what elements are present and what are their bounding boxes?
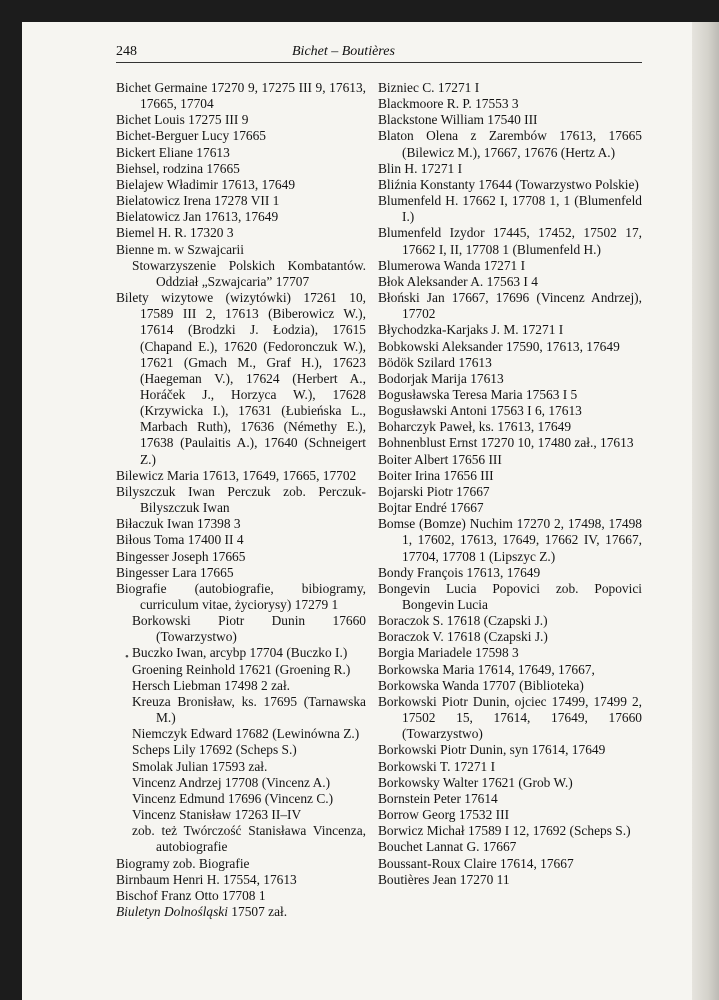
index-entry: Bilety wizytowe (wizytówki) 17261 10, 17589 III 2, 17613 (Biberowicz W.), 17614 (Brodzki J. Łodzia), 17615 (Chapand E.), 17620 (Fedoronczuk W.), 17621 (Gmach M., Graf H.), 17623 (Haegeman V.), 17624 (Herbert A., Horáček J., Horzyca W.), 17628 (Krzywicka I.), 17631 (Łubieńska L., Marbach Ruth), 17636 (Némethy E.), 17638 (Paulaitis A.), 17640 (Schneigert Z.)	[116, 290, 366, 467]
index-entry: Bielatowicz Jan 17613, 17649	[116, 209, 279, 225]
index-subentry: Vincenz Stanisław 17263 II–IV	[132, 807, 302, 823]
index-subentry: Borkowski Piotr Dunin 17660 (Towarzystwo)	[132, 613, 366, 645]
index-entry: Biłous Toma 17400 II 4	[116, 532, 244, 548]
index-entry: Blackmoore R. P. 17553 3	[378, 96, 519, 112]
index-entry: Biogramy zob. Biografie	[116, 855, 250, 871]
index-entry: Boraczok V. 17618 (Czapski J.)	[378, 629, 548, 645]
index-entry: Bickert Eliane 17613	[116, 144, 230, 160]
index-entry: Boutières Jean 17270 11	[378, 871, 510, 887]
index-subentry: Groening Reinhold 17621 (Groening R.)	[132, 661, 351, 677]
index-entry: Borkowska Maria 17614, 17649, 17667,	[378, 661, 595, 677]
index-entry: Błok Aleksander A. 17563 I 4	[378, 273, 538, 289]
index-entry: Bogusławski Antoni 17563 I 6, 17613	[378, 403, 582, 419]
index-entry: Bizniec C. 17271 I	[378, 80, 480, 95]
index-subentry: Hersch Liebman 17498 2 zał.	[132, 677, 291, 693]
index-entry: Blin H. 17271 I	[378, 160, 463, 176]
index-entry: Bilewicz Maria 17613, 17649, 17665, 17702	[116, 467, 357, 483]
index-entry: Bienne m. w Szwajcarii	[116, 241, 244, 257]
index-entry: Blumenfeld Izydor 17445, 17452, 17502 17, 17662 I, II, 17708 1 (Blumenfeld H.)	[378, 225, 642, 257]
index-subentry: Kreuza Bronisław, ks. 17695 (Tarnawska M.)	[132, 693, 366, 726]
index-entry: Bichet Germaine 17270 9, 17275 III 9, 17613, 17665, 17704	[116, 80, 366, 112]
index-entry: Bojtar Endré 17667	[378, 500, 484, 516]
index-entry: Borkowski Piotr Dunin, syn 17614, 17649	[378, 742, 606, 758]
index-column-right	[378, 80, 642, 888]
index-entry: Borrow Georg 17532 III	[378, 807, 510, 823]
index-entry: Bichet Louis 17275 III 9	[116, 112, 249, 128]
index-entry: Bojarski Piotr 17667	[378, 483, 490, 499]
index-entry: Boiter Albert 17656 III	[378, 451, 502, 467]
index-entry: Biehsel, rodzina 17665	[116, 160, 240, 176]
index-entry: Bingesser Joseph 17665	[116, 548, 246, 564]
periodical-reference: 17507 zał.	[227, 903, 288, 919]
index-entry: Błoński Jan 17667, 17696 (Vincenz Andrzej), 17702	[378, 290, 642, 322]
index-entry: Bomse (Bomze) Nuchim 17270 2, 17498, 17498 1, 17602, 17613, 17649, 17662 IV, 17667, 17704, 17708 1 (Lipszyc Z.)	[378, 516, 642, 564]
index-subentry: Buczko Iwan, arcybp 17704 (Buczko I.)	[132, 645, 348, 661]
index-subentry: Niemczyk Edward 17682 (Lewinówna Z.)	[132, 726, 360, 742]
index-entry: Bielajew Władimir 17613, 17649	[116, 176, 296, 192]
index-entry: Blumenfeld H. 17662 I, 17708 1, 1 (Blumenfeld I.)	[378, 193, 642, 225]
index-entry: Bingesser Lara 17665	[116, 564, 234, 580]
index-entry: Błychodzka-Karjaks J. M. 17271 I	[378, 322, 564, 338]
index-entry: Bobkowski Aleksander 17590, 17613, 17649	[378, 338, 620, 354]
index-entry: Bouchet Lannat G. 17667	[378, 839, 517, 855]
index-entry: Bongevin Lucia Popovici zob. Popovici Bongevin Lucia	[378, 580, 642, 612]
running-head: Bichet – Boutières	[292, 44, 395, 59]
index-entry: Bogusławska Teresa Maria 17563 I 5	[378, 386, 578, 402]
index-entry: Borkowsky Walter 17621 (Grob W.)	[378, 774, 573, 790]
index-entry: Boharczyk Paweł, ks. 17613, 17649	[378, 419, 572, 435]
index-entry: Borkowski Piotr Dunin, ojciec 17499, 17499 2, 17502 15, 17614, 17649, 17660 (Towarzystwo)	[378, 693, 642, 742]
index-entry: Biografie (autobiografie, bibiogramy, curriculum vitae, życiorysy) 17279 1	[116, 580, 366, 612]
header-rule	[116, 62, 642, 63]
index-entry: Bielatowicz Irena 17278 VII 1	[116, 193, 280, 209]
margin-bullet-mark: •	[125, 651, 129, 663]
index-entry: Boiter Irina 17656 III	[378, 467, 494, 483]
index-entry: Borkowski T. 17271 I	[378, 758, 496, 774]
index-subentry: Smolak Julian 17593 zał.	[132, 758, 268, 774]
index-entry: Blumerowa Wanda 17271 I	[378, 257, 526, 273]
index-entry: Boussant-Roux Claire 17614, 17667	[378, 855, 574, 871]
index-entry: Blackstone William 17540 III	[378, 112, 538, 128]
index-entry: Biemel H. R. 17320 3	[116, 225, 234, 241]
index-subentry: Scheps Lily 17692 (Scheps S.)	[132, 742, 297, 758]
index-entry: Bodorjak Marija 17613	[378, 370, 504, 386]
page-header	[116, 44, 642, 64]
index-entry: Boraczok S. 17618 (Czapski J.)	[378, 613, 548, 629]
page-number: 248	[116, 44, 137, 59]
index-subentry: Stowarzyszenie Polskich Kombatantów. Oddział „Szwajcaria” 17707	[132, 257, 366, 289]
index-subentry: Vincenz Edmund 17696 (Vincenz C.)	[132, 790, 334, 806]
periodical-title: Biuletyn Dolnośląski	[116, 903, 228, 919]
index-entry: Blaton Olena z Zarembów 17613, 17665 (Bilewicz M.), 17667, 17676 (Hertz A.)	[378, 128, 642, 160]
index-entry: Borgia Mariadele 17598 3	[378, 645, 519, 661]
index-entry: Borwicz Michał 17589 I 12, 17692 (Scheps S.)	[378, 823, 631, 839]
index-subentry: Vincenz Andrzej 17708 (Vincenz A.)	[132, 774, 331, 790]
index-entry: Biłaczuk Iwan 17398 3	[116, 516, 241, 532]
index-entry: Bilyszczuk Iwan Perczuk zob. Perczuk-Bilyszczuk Iwan	[116, 483, 366, 516]
index-entry: Borkowska Wanda 17707 (Biblioteka)	[378, 677, 584, 693]
index-entry: Bödök Szilard 17613	[378, 354, 492, 370]
index-entry	[116, 904, 366, 920]
index-entry: Bliźnia Konstanty 17644 (Towarzystwo Polskie)	[378, 176, 639, 192]
index-entry: Bondy François 17613, 17649	[378, 564, 541, 580]
index-entry: Birnbaum Henri H. 17554, 17613	[116, 871, 297, 887]
index-subentry: zob. też Twórczość Stanisława Vincenza, autobiografie	[132, 823, 366, 855]
index-entry: Bohnenblust Ernst 17270 10, 17480 zał., 17613	[378, 435, 634, 451]
index-entry: Bornstein Peter 17614	[378, 790, 498, 806]
index-column-left	[116, 80, 366, 920]
facing-page-edge	[692, 22, 719, 1000]
index-entry: Bischof Franz Otto 17708 1	[116, 887, 266, 903]
index-entry: Bichet-Berguer Lucy 17665	[116, 128, 266, 144]
